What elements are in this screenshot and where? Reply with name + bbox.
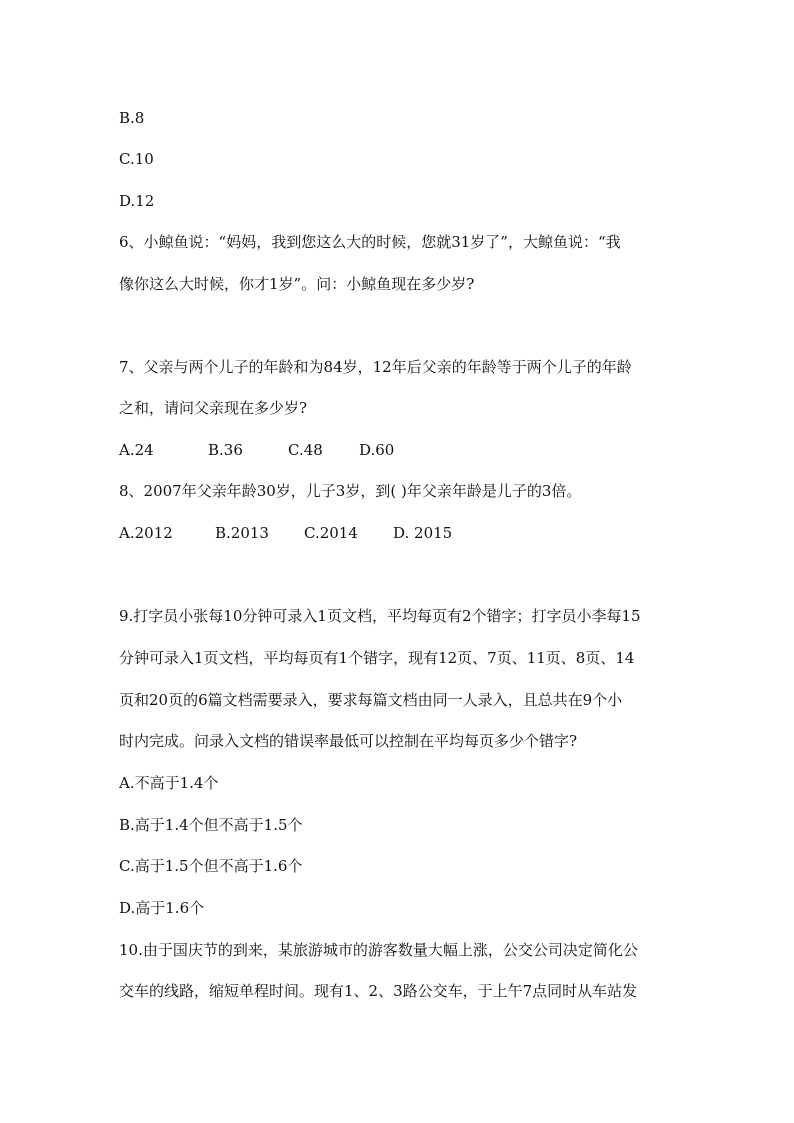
q9-text-line-4: 时内完成。问录入文档的错误率最低可以控制在平均每页多少个错字?	[119, 732, 578, 750]
q7-text-line-2: 之和，请问父亲现在多少岁?	[119, 399, 308, 417]
q7-option-d: D.60	[359, 441, 395, 459]
q9-option-c: C.高于1.5个但不高于1.6个	[119, 857, 303, 875]
q8-options	[119, 523, 452, 543]
q8-text: 8、2007年父亲年龄30岁，儿子3岁，到( )年父亲年龄是儿子的3倍。	[119, 482, 582, 500]
q10-text-line-1: 10.由于国庆节的到来，某旅游城市的游客数量大幅上涨，公交公司决定简化公	[119, 941, 638, 959]
q9-text-line-3: 页和20页的6篇文档需要录入，要求每篇文档由同一人录入，且总共在9个小	[119, 691, 623, 709]
q9-text-line-1: 9.打字员小张每10分钟可录入1页文档，平均每页有2个错字；打字员小李每15	[119, 607, 641, 625]
q5-option-d: D.12	[119, 192, 155, 210]
q6-text-line-2: 像你这么大时候，你才1岁”。问：小鲸鱼现在多少岁?	[119, 275, 475, 293]
q8-option-a: A.2012	[119, 524, 173, 542]
q8-option-c: C.2014	[304, 524, 358, 542]
q9-option-b: B.高于1.4个但不高于1.5个	[119, 816, 303, 834]
q7-text-line-1: 7、父亲与两个儿子的年龄和为84岁，12年后父亲的年龄等于两个儿子的年龄	[119, 358, 632, 376]
q7-option-a: A.24	[119, 441, 154, 459]
q9-text-line-2: 分钟可录入1页文档，平均每页有1个错字，现有12页、7页、11页、8页、14	[119, 649, 635, 667]
q7-option-b: B.36	[208, 441, 243, 459]
q7-option-c: C.48	[288, 441, 323, 459]
q9-option-d: D.高于1.6个	[119, 899, 205, 917]
q8-option-d: D. 2015	[393, 524, 453, 542]
q9-option-a: A.不高于1.4个	[119, 774, 219, 792]
q8-option-b: B.2013	[215, 524, 269, 542]
q7-options	[119, 440, 394, 460]
q10-text-line-2: 交车的线路，缩短单程时间。现有1、2、3路公交车，于上午7点同时从车站发	[119, 982, 638, 1000]
q5-option-b: B.8	[119, 109, 145, 127]
q5-option-c: C.10	[119, 150, 154, 168]
q6-text-line-1: 6、小鲸鱼说：“妈妈，我到您这么大的时候，您就31岁了”，大鲸鱼说：“我	[119, 233, 621, 251]
